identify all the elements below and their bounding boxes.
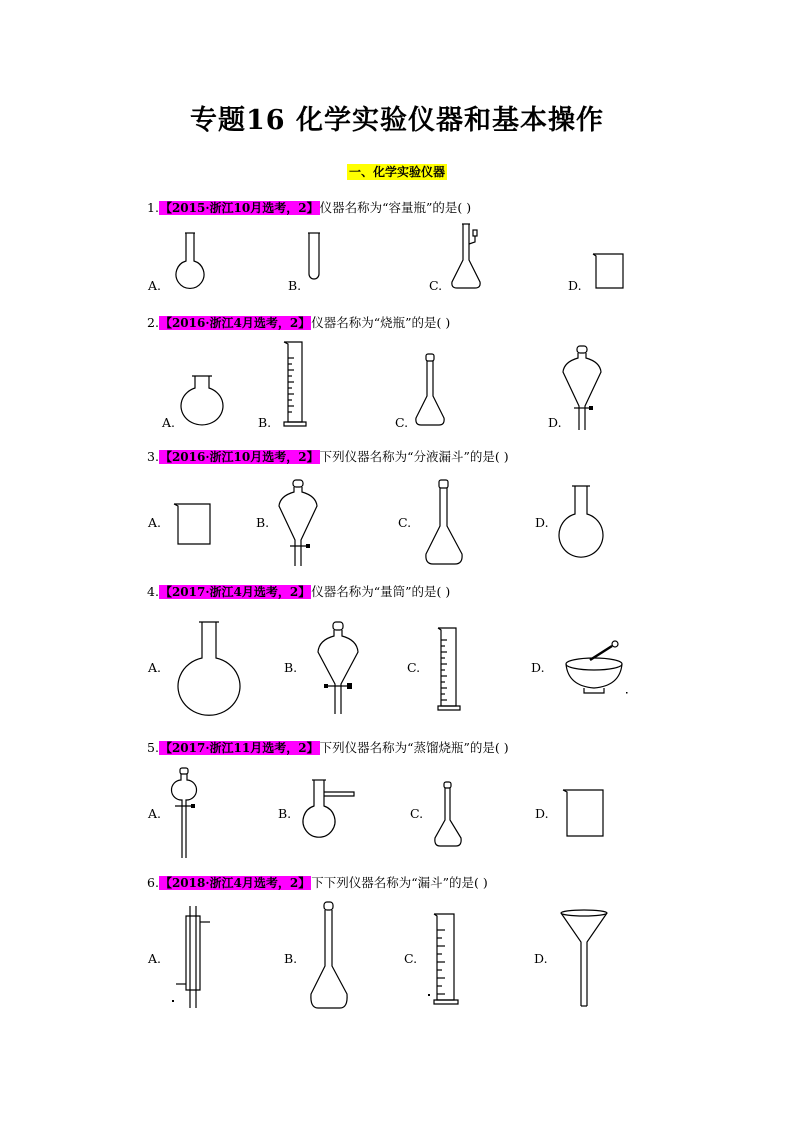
volumetric-flask-icon — [448, 220, 484, 290]
dropping-funnel-icon — [169, 766, 199, 858]
option-a[interactable]: A. — [162, 415, 176, 430]
option-d[interactable]: D. — [568, 278, 582, 293]
graduated-cylinder-icon — [280, 340, 310, 430]
test-tube-icon — [307, 232, 321, 280]
option-b[interactable]: B. — [258, 415, 272, 430]
option-a[interactable]: A. — [148, 515, 162, 530]
option-b[interactable]: B. — [256, 515, 270, 530]
funnel-icon — [558, 908, 610, 1008]
volumetric-flask-icon — [306, 900, 352, 1012]
option-d[interactable]: D. — [548, 415, 562, 430]
separatory-funnel-icon — [314, 620, 362, 714]
option-d[interactable]: D. — [535, 515, 549, 530]
page-title: 专题16 化学实验仪器和基本操作 — [190, 105, 604, 136]
separatory-funnel-icon — [276, 478, 320, 566]
distilling-flask-icon — [300, 778, 356, 848]
option-a[interactable]: A. — [148, 806, 162, 821]
option-b[interactable]: B. — [284, 660, 298, 675]
condenser-icon — [172, 904, 216, 1008]
option-c[interactable]: C. — [404, 951, 418, 966]
option-c[interactable]: C. — [407, 660, 421, 675]
question-5: 5.【2017·浙江11月选考，2】下列仪器名称为“蒸馏烧瓶”的是( ) — [147, 740, 509, 755]
question-1: 1.【2015·浙江10月选考，2】仪器名称为“容量瓶”的是( ) — [147, 200, 472, 215]
round-flask-icon — [176, 374, 228, 428]
round-flask-icon — [556, 484, 606, 558]
option-b[interactable]: B. — [284, 951, 298, 966]
volumetric-flask-icon — [411, 352, 449, 428]
option-a[interactable]: A. — [148, 278, 162, 293]
beaker-icon — [172, 502, 212, 546]
option-c[interactable]: C. — [429, 278, 443, 293]
option-d[interactable]: D. — [535, 806, 549, 821]
option-d[interactable]: D. — [531, 660, 545, 675]
mortar-icon — [562, 640, 632, 698]
option-c[interactable]: C. — [398, 515, 412, 530]
question-3: 3.【2016·浙江10月选考，2】下列仪器名称为“分液漏斗”的是( ) — [147, 449, 509, 464]
beaker-icon — [561, 788, 605, 838]
option-a[interactable]: A. — [148, 660, 162, 675]
volumetric-flask-icon — [421, 478, 467, 568]
option-d[interactable]: D. — [534, 951, 548, 966]
volumetric-flask-icon — [431, 780, 465, 848]
question-2: 2.【2016·浙江4月选考，2】仪器名称为“烧瓶”的是( ) — [147, 315, 451, 330]
option-c[interactable]: C. — [410, 806, 424, 821]
graduated-cylinder-icon — [436, 626, 462, 712]
option-a[interactable]: A. — [148, 951, 162, 966]
beaker-icon — [591, 252, 625, 290]
separatory-funnel-icon — [560, 344, 604, 430]
section-heading: 一、化学实验仪器 — [348, 165, 445, 179]
round-flask-icon — [176, 620, 242, 712]
question-6: 6.【2018·浙江4月选考，2】下下列仪器名称为“漏斗”的是( ) — [147, 875, 488, 890]
question-4: 4.【2017·浙江4月选考，2】仪器名称为“量筒”的是( ) — [147, 584, 451, 599]
round-flask-icon — [170, 232, 210, 290]
graduated-cylinder-icon — [428, 912, 462, 1006]
option-c[interactable]: C. — [395, 415, 409, 430]
option-b[interactable]: B. — [278, 806, 292, 821]
option-b[interactable]: B. — [288, 278, 302, 293]
